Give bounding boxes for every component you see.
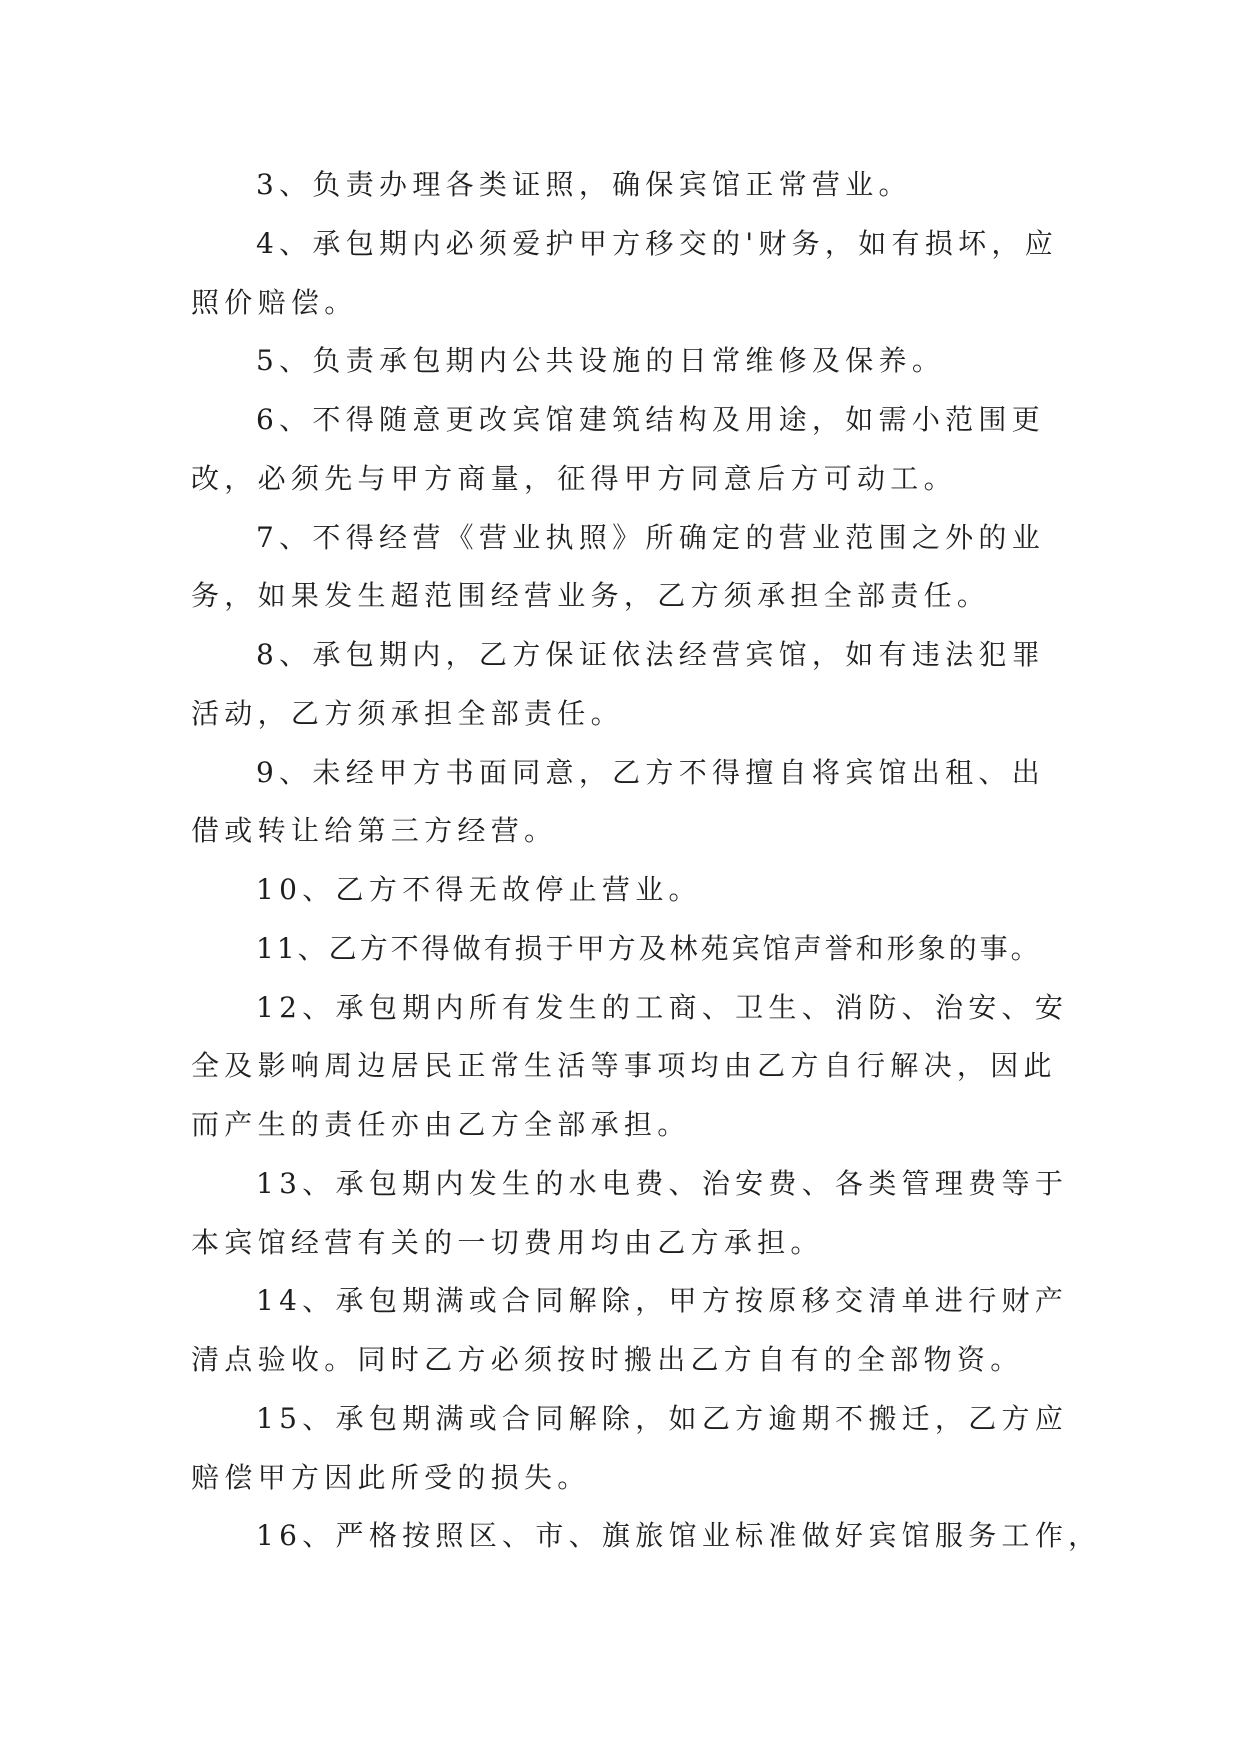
clause-line: 7、不得经营《营业执照》所确定的营业范围之外的业 bbox=[256, 520, 1046, 554]
clause-line: 4、承包期内必须爱护甲方移交的'财务，如有损坏，应 bbox=[256, 226, 1059, 260]
clause-line: 而产生的责任亦由乙方全部承担。 bbox=[191, 1108, 691, 1141]
clause-6 bbox=[191, 391, 1231, 509]
clause-13 bbox=[191, 1155, 1231, 1273]
clause-line: 16、严格按照区、市、旗旅馆业标准做好宾馆服务工作， bbox=[256, 1519, 1102, 1553]
clause-line: 照价赔偿。 bbox=[191, 285, 358, 319]
clause-line: 6、不得随意更改宾馆建筑结构及用途，如需小范围更 bbox=[256, 403, 1046, 436]
clause-7 bbox=[191, 509, 1231, 627]
clause-4 bbox=[191, 215, 1231, 333]
clause-11 bbox=[191, 920, 1231, 979]
clause-line: 11、乙方不得做有损于甲方及林苑宾馆声誉和形象的事。 bbox=[256, 931, 1042, 965]
clause-16 bbox=[191, 1507, 1231, 1566]
clause-5 bbox=[191, 332, 1231, 391]
clause-8 bbox=[191, 626, 1231, 744]
clause-line: 5、负责承包期内公共设施的日常维修及保养。 bbox=[256, 344, 946, 378]
clause-3 bbox=[191, 156, 1231, 215]
clause-10 bbox=[191, 861, 1231, 920]
clause-line: 8、承包期内，乙方保证依法经营宾馆，如有违法犯罪 bbox=[256, 638, 1046, 671]
clause-12 bbox=[191, 979, 1231, 1155]
clause-line: 活动，乙方须承担全部责任。 bbox=[191, 696, 624, 730]
clause-line: 改，必须先与甲方商量，征得甲方同意后方可动工。 bbox=[191, 461, 957, 495]
clause-15 bbox=[191, 1390, 1231, 1508]
clause-line: 10、乙方不得无故停止营业。 bbox=[256, 873, 702, 906]
clause-line: 13、承包期内发生的水电费、治安费、各类管理费等于 bbox=[256, 1166, 1069, 1200]
clause-line: 全及影响周边居民正常生活等事项均由乙方自行解决，因此 bbox=[191, 1049, 1057, 1083]
clause-line: 清点验收。同时乙方必须按时搬出乙方自有的全部物资。 bbox=[191, 1343, 1024, 1376]
clause-line: 借或转让给第三方经营。 bbox=[191, 814, 558, 848]
clause-line: 9、未经甲方书面同意，乙方不得擅自将宾馆出租、出 bbox=[256, 755, 1046, 789]
clause-9 bbox=[191, 744, 1231, 862]
clause-line: 务，如果发生超范围经营业务，乙方须承担全部责任。 bbox=[191, 579, 991, 613]
clause-line: 12、承包期内所有发生的工商、卫生、消防、治安、安 bbox=[256, 990, 1069, 1024]
document-body bbox=[191, 156, 1231, 1566]
clause-line: 15、承包期满或合同解除，如乙方逾期不搬迁，乙方应 bbox=[256, 1401, 1069, 1435]
clause-line: 14、承包期满或合同解除，甲方按原移交清单进行财产 bbox=[256, 1284, 1069, 1318]
clause-14 bbox=[191, 1272, 1231, 1390]
clause-line: 3、负责办理各类证照，确保宾馆正常营业。 bbox=[256, 168, 912, 201]
clause-line: 本宾馆经营有关的一切费用均由乙方承担。 bbox=[191, 1225, 824, 1259]
clause-line: 赔偿甲方因此所受的损失。 bbox=[191, 1460, 591, 1494]
